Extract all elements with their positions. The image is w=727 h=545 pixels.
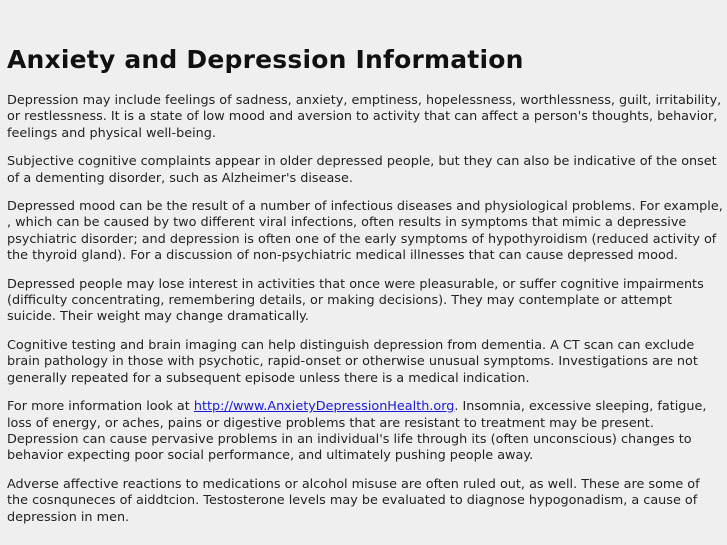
anxiety-depression-health-link[interactable]: http://www.AnxietyDepressionHealth.org [193,399,455,415]
article [7,44,723,538]
paragraph-link-tail: . Insomnia, excessive sleeping, fatigue, loss of energy, or aches, pains or digestive problems that are resistant to treatment may be present. Depression can cause pervasive problems in an individual's life through its (often unconscious) changes to behavior expecting poor social performance, and ultimately pushing people away. [7,399,707,464]
paragraph-depression-definition: Depression may include feelings of sadness, anxiety, emptiness, hopelessness, worthlessness, guilt, irritability, or restlessness. It is a state of low mood and aversion to activity that can affect a person's thoughts, behavior, feelings and physical well-being. [7,93,722,141]
paragraph-cognitive-complaints: Subjective cognitive complaints appear in older depressed people, but they can also be indicative of the onset of a dementing disorder, such as Alzheimer's disease. [7,154,717,186]
paragraph-link-lead: For more information look at [7,399,194,415]
paragraph-symptoms: Depressed people may lose interest in activities that once were pleasurable, or suffer cognitive impairments (difficulty concentrating, remembering details, or making decisions). They may contemplate or attempt suicide. Their weight may change dramatically. [7,276,704,325]
paragraph-more-information [7,399,723,465]
page-title: Anxiety and Depression Information [7,45,524,74]
article-body [7,93,723,526]
paragraph-diagnosis: Cognitive testing and brain imaging can help distinguish depression from dementia. A CT scan can exclude brain pathology in those with psychotic, rapid-onset or otherwise unusual symptoms. Investigations are not generally repeated for a subsequent episode unless there is a medical indication. [7,337,698,386]
paragraph-physiological-causes: Depressed mood can be the result of a number of infectious diseases and physiological problems. For example, , which can be caused by two different viral infections, often results in symptoms that mimic a depressive psychiatric disorder; and depression is often one of the early symptoms of hypothyroidism (reduced activity of the thyroid gland). For a discussion of non-psychiatric medical illnesses that can cause depressed mood. [7,199,723,264]
paragraph-adverse-reactions: Adverse affective reactions to medications or alcohol misuse are often ruled out, as well. These are some of the cosnquneces of aiddtcion. Testosterone levels may be evaluated to diagnose hypogonadism, a cause of depression in men. [7,476,700,525]
